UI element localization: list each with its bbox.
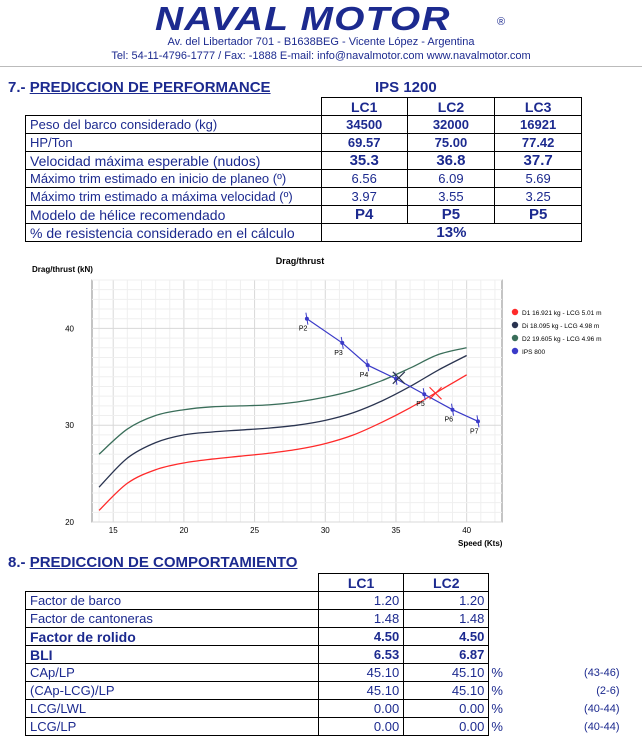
- unit-label: [489, 610, 513, 628]
- cell-value: 5.69: [495, 170, 582, 188]
- y-tick-label: 30: [65, 421, 74, 431]
- unit-label: [489, 592, 513, 610]
- cell-value: 77.42: [495, 134, 582, 152]
- cell-value: 75.00: [407, 134, 495, 152]
- unit-spacer: [489, 574, 513, 592]
- chart-xlabel: Speed (Kts): [458, 539, 503, 548]
- empty-corner: [26, 98, 322, 116]
- cell-value: 0.00: [404, 718, 489, 736]
- cell-value: 1.48: [319, 610, 404, 628]
- table-row: [26, 610, 642, 628]
- table-row: [26, 116, 582, 134]
- range-spacer: [513, 574, 642, 592]
- col-lc1: LC1: [319, 574, 404, 592]
- row-label: Peso del barco considerado (kg): [26, 116, 322, 134]
- table-row: [26, 700, 642, 718]
- cell-value: P5: [495, 206, 582, 224]
- row-label: Máximo trim estimado a máxima velocidad (º): [26, 188, 322, 206]
- legend-entry: IPS 800: [522, 349, 546, 356]
- engine-model: IPS 1200: [375, 79, 437, 96]
- cell-value: 4.50: [319, 628, 404, 646]
- row-label: Máximo trim estimado en inicio de planeo (º): [26, 170, 322, 188]
- row-label: HP/Ton: [26, 134, 322, 152]
- cell-value: 45.10: [319, 664, 404, 682]
- chart-title: Drag/thrust: [275, 256, 325, 266]
- chart-legend: [512, 309, 602, 356]
- cell-value: 45.10: [404, 682, 489, 700]
- range-label: (40-44): [584, 702, 620, 715]
- row-label: Modelo de hélice recomendado: [26, 206, 322, 224]
- ips-point-label: P3: [334, 349, 343, 357]
- cell-value: 3.55: [407, 188, 495, 206]
- cell-value: 0.00: [404, 700, 489, 718]
- table-row: [26, 152, 582, 170]
- cell-value: 3.25: [495, 188, 582, 206]
- col-lc3: LC3: [495, 98, 582, 116]
- cell-value: 1.20: [404, 592, 489, 610]
- behavior-table: [25, 573, 642, 736]
- resistance-label: % de resistencia considerado en el cálculo: [26, 224, 322, 242]
- col-lc1: LC1: [321, 98, 407, 116]
- x-tick-label: 15: [108, 526, 118, 535]
- table-row: [26, 206, 582, 224]
- table-row: [26, 628, 642, 646]
- behavior-header-row: [26, 574, 642, 592]
- table-row: [26, 646, 642, 664]
- performance-table: [25, 97, 582, 242]
- row-label: LCG/LP: [26, 718, 319, 736]
- legend-entry: D1 16.921 kg - LCG 5.01 m: [522, 310, 602, 317]
- cell-value: 36.8: [407, 152, 495, 170]
- unit-label: %: [491, 683, 503, 698]
- behavior-section-title: [8, 554, 297, 571]
- ips-point-label: P6: [444, 416, 454, 424]
- cell-value: 37.7: [495, 152, 582, 170]
- col-lc2: LC2: [404, 574, 489, 592]
- cell-value: 6.87: [404, 646, 489, 664]
- cell-value: 45.10: [319, 682, 404, 700]
- address-line: Av. del Libertador 701 - B1638BEG - Vicente López - Argentina: [167, 36, 475, 48]
- table-row: [26, 170, 582, 188]
- table-row: [26, 188, 582, 206]
- performance-section-title: [8, 79, 271, 96]
- company-logo: [155, 2, 485, 36]
- row-label: LCG/LWL: [26, 700, 319, 718]
- legend-swatch: [512, 348, 518, 354]
- row-label: Velocidad máxima esperable (nudos): [26, 152, 322, 170]
- unit-label: %: [491, 719, 503, 734]
- x-tick-label: 20: [179, 526, 189, 535]
- cell-value: 0.00: [319, 700, 404, 718]
- table-row: [26, 592, 642, 610]
- x-tick-label: 25: [250, 526, 260, 535]
- row-label: Factor de cantoneras: [26, 610, 319, 628]
- table-row: [26, 718, 642, 736]
- legend-swatch: [512, 309, 518, 315]
- x-tick-label: 40: [462, 526, 472, 535]
- ips-point-label: P7: [469, 428, 479, 436]
- range-label: [513, 610, 642, 628]
- empty-corner: [26, 574, 319, 592]
- col-lc2: LC2: [407, 98, 495, 116]
- cell-value: P4: [321, 206, 407, 224]
- cell-value: 3.97: [321, 188, 407, 206]
- unit-label: %: [491, 701, 503, 716]
- cell-value: P5: [407, 206, 495, 224]
- cell-value: 45.10: [404, 664, 489, 682]
- table-row: [26, 224, 582, 242]
- range-label: [513, 646, 642, 664]
- cell-value: 0.00: [319, 718, 404, 736]
- ips-point-label: P5: [416, 401, 425, 409]
- row-label: (CAp-LCG)/LP: [26, 682, 319, 700]
- table-row: [26, 134, 582, 152]
- row-label: Factor de barco: [26, 592, 319, 610]
- header-divider: [0, 66, 642, 67]
- chart-ylabel: Drag/thrust (kN): [32, 265, 93, 274]
- performance-section-heading: PREDICCION DE PERFORMANCE: [29, 79, 271, 96]
- range-label: (43-46): [584, 666, 620, 679]
- x-tick-label: 35: [391, 526, 401, 535]
- y-tick-label: 40: [65, 324, 74, 334]
- ips-point-label: P2: [298, 325, 308, 333]
- range-label: [513, 592, 642, 610]
- row-label: Factor de rolido: [26, 628, 319, 646]
- range-label: (2-6): [596, 684, 620, 697]
- legend-swatch: [512, 335, 518, 341]
- unit-label: [489, 628, 513, 646]
- cell-value: 4.50: [404, 628, 489, 646]
- performance-header-row: [26, 98, 582, 116]
- row-label: CAp/LP: [26, 664, 319, 682]
- table-row: [26, 682, 642, 700]
- range-label: [513, 628, 642, 646]
- ips-point-label: P4: [359, 372, 369, 380]
- resistance-value: 13%: [321, 224, 581, 242]
- table-row: [26, 664, 642, 682]
- behavior-section-heading: PREDICCION DE COMPORTAMIENTO: [29, 554, 298, 571]
- performance-section-number: 7.-: [8, 79, 26, 96]
- cell-value: 34500: [321, 116, 407, 134]
- cell-value: 32000: [407, 116, 495, 134]
- legend-entry: D2 19.605 kg - LCG 4.96 m: [522, 336, 602, 343]
- cell-value: 6.09: [407, 170, 495, 188]
- drag-thrust-chart: [0, 252, 642, 552]
- cell-value: 6.53: [319, 646, 404, 664]
- row-label: BLI: [26, 646, 319, 664]
- cell-value: 69.57: [321, 134, 407, 152]
- cell-value: 1.48: [404, 610, 489, 628]
- y-tick-label: 20: [65, 518, 74, 527]
- legend-entry: Di 18.095 kg - LCG 4.98 m: [522, 323, 600, 330]
- behavior-section-number: 8.-: [8, 554, 26, 571]
- unit-label: [489, 646, 513, 664]
- contact-line: Tel: 54-11-4796-1777 / Fax: -1888 E-mail: info@navalmotor.com www.navalmotor.com: [111, 50, 531, 62]
- cell-value: 35.3: [321, 152, 407, 170]
- legend-swatch: [512, 322, 518, 328]
- cell-value: 6.56: [321, 170, 407, 188]
- unit-label: %: [491, 665, 503, 680]
- x-tick-label: 30: [320, 526, 330, 535]
- range-label: (40-44): [584, 720, 620, 733]
- cell-value: 1.20: [319, 592, 404, 610]
- behavior-rows: [26, 592, 642, 736]
- registered-mark: ®: [497, 16, 506, 28]
- cell-value: 16921: [495, 116, 582, 134]
- logo-text: NAVAL MOTOR: [155, 0, 451, 37]
